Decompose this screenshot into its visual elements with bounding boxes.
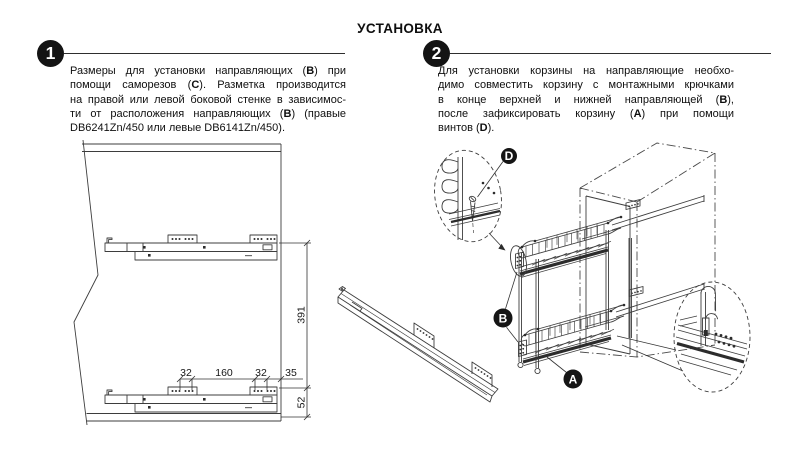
detail-arrow	[498, 244, 505, 251]
label-b: B	[498, 311, 508, 326]
dim-160: 160	[215, 367, 233, 379]
step-1-text: Размеры для установки направляющих (B) при помощи саморезов (C). Разметка производится на правой или левой боковой стенке в зависимос- ти от расположения направляющих (B) (правые DB6241Zn/450 или левые DB6141Zn/450).	[70, 65, 346, 135]
cabinet-side-panel	[74, 140, 281, 425]
step-2-text: Для установки корзины на направляющие необхо- димо совместить корзину с монтажными крючками в конце верхней и нижней направляющей (B), после зафиксировать корзину (A) при помощи винтов (D).	[438, 65, 734, 135]
rail-mounting-diagram	[74, 140, 498, 425]
rail-iso-view	[338, 287, 498, 403]
basket-lower-tier	[519, 304, 626, 366]
page-title: УСТАНОВКА	[357, 21, 443, 36]
dim-32-right: 32	[255, 367, 267, 379]
dim-52: 52	[295, 396, 308, 409]
label-a: A	[568, 372, 578, 387]
label-d: D	[504, 149, 514, 164]
basket-install-diagram	[428, 143, 750, 392]
step-2-badge: 2	[423, 40, 450, 67]
dim-32-left: 32	[180, 367, 192, 379]
step-2-rule	[450, 53, 771, 54]
dim-391: 391	[295, 306, 308, 324]
upper-rail-side-view	[105, 235, 277, 260]
lower-rail-side-view	[105, 387, 277, 412]
step-1-rule	[64, 53, 345, 54]
detail-circle-screw	[428, 145, 509, 251]
dim-35: 35	[285, 367, 297, 379]
step-1-badge: 1	[37, 40, 64, 67]
cabinet-rails	[612, 195, 704, 317]
installation-diagrams	[0, 135, 800, 450]
